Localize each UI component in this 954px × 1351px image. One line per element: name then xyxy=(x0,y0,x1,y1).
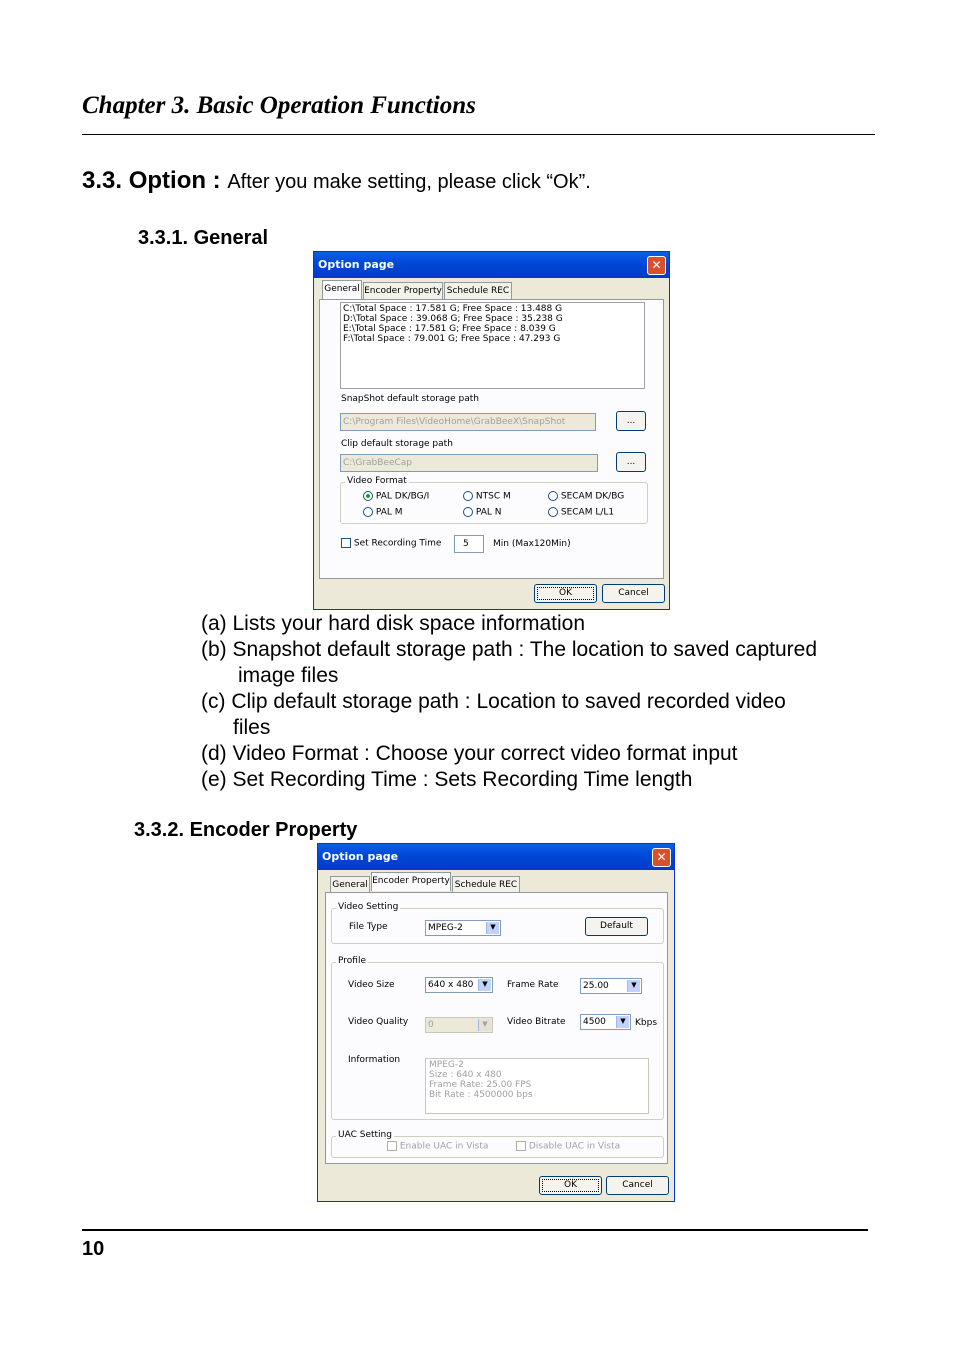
tab-schedule-rec[interactable]: Schedule REC xyxy=(452,876,520,893)
checkbox-icon xyxy=(341,538,351,548)
snapshot-browse-button[interactable]: ... xyxy=(616,411,646,431)
tab-general[interactable]: General xyxy=(330,876,370,893)
general-heading: 3.3.1. General xyxy=(138,227,269,249)
tab-schedule-rec[interactable]: Schedule REC xyxy=(444,282,512,299)
page-number: 10 xyxy=(82,1238,105,1260)
recording-time-input[interactable]: 5 xyxy=(454,535,484,553)
list-item-continuation: image files xyxy=(238,664,339,687)
uac-enable-label: Enable UAC in Vista xyxy=(399,1141,489,1152)
tab-encoder-property[interactable]: Encoder Property xyxy=(363,282,443,299)
format-label: PAL DK/BG/I xyxy=(375,491,430,502)
disk-line: C:\Total Space : 17.581 G; Free Space : 13.488 G xyxy=(343,304,563,314)
uac-disable-checkbox[interactable] xyxy=(516,1141,620,1152)
clip-label: Clip default storage path xyxy=(341,439,453,449)
disk-space-list[interactable] xyxy=(340,302,645,389)
chevron-down-icon[interactable]: ▼ xyxy=(627,980,640,992)
disk-line: F:\Total Space : 79.001 G; Free Space : 47.293 G xyxy=(343,334,561,344)
video-quality-select[interactable] xyxy=(425,1017,493,1033)
info-line: Size : 640 x 480 xyxy=(429,1070,502,1080)
radio-icon xyxy=(463,491,473,501)
tab-panel xyxy=(319,299,664,579)
description-list xyxy=(201,611,817,793)
close-icon[interactable]: ✕ xyxy=(647,256,666,275)
format-option[interactable] xyxy=(463,507,502,518)
video-quality-label: Video Quality xyxy=(348,1017,409,1027)
cancel-button[interactable]: Cancel xyxy=(606,1176,669,1195)
uac-enable-checkbox[interactable] xyxy=(387,1141,488,1152)
chevron-down-icon[interactable]: ▼ xyxy=(616,1016,629,1028)
clip-path-field[interactable]: C:\GrabBeeCap xyxy=(340,454,598,472)
radio-icon xyxy=(363,507,373,517)
footer-rule xyxy=(82,1229,868,1231)
chevron-down-icon[interactable]: ▼ xyxy=(486,922,499,934)
information-label: Information xyxy=(348,1055,401,1065)
radio-icon xyxy=(548,491,558,501)
encoder-heading: 3.3.2. Encoder Property xyxy=(134,819,358,841)
header-rule xyxy=(82,134,875,135)
radio-icon xyxy=(548,507,558,517)
section-subtitle: After you make setting, please click “Ok”. xyxy=(227,171,591,193)
tab-panel xyxy=(325,892,668,1164)
format-label: SECAM DK/BG xyxy=(560,491,625,502)
snapshot-path-field[interactable]: C:\Program Files\VideoHome\GrabBeeX\SnapShot xyxy=(340,413,596,431)
video-bitrate-select[interactable] xyxy=(580,1014,631,1030)
clip-browse-button[interactable]: ... xyxy=(616,452,646,472)
dialog-title: Option page xyxy=(322,850,399,863)
format-option[interactable] xyxy=(363,491,429,502)
list-item: (d) Video Format : Choose your correct video format input xyxy=(201,742,738,765)
video-size-select[interactable] xyxy=(425,977,493,993)
list-item: (b) Snapshot default storage path : The location to saved captured xyxy=(201,638,818,661)
video-quality-value: 0 xyxy=(428,1020,434,1030)
info-line: Bit Rate : 4500000 bps xyxy=(429,1090,533,1100)
tab-general[interactable]: General xyxy=(322,280,362,299)
format-label: NTSC M xyxy=(475,491,511,502)
list-item: (c) Clip default storage path : Location to saved recorded video xyxy=(201,690,786,713)
radio-icon xyxy=(463,507,473,517)
video-setting-group xyxy=(331,902,664,944)
chevron-down-icon[interactable]: ▼ xyxy=(478,1019,491,1031)
frame-rate-select[interactable] xyxy=(580,978,642,994)
file-type-select[interactable] xyxy=(425,920,501,936)
snapshot-label: SnapShot default storage path xyxy=(341,394,479,404)
info-line: MPEG-2 xyxy=(429,1060,464,1070)
chapter-heading: Chapter 3. Basic Operation Functions xyxy=(82,92,476,119)
dialog-title: Option page xyxy=(318,258,395,271)
section-number-title: 3.3. Option : xyxy=(82,167,221,194)
radio-selected-icon xyxy=(363,491,373,501)
checkbox-icon xyxy=(387,1141,397,1151)
format-option[interactable] xyxy=(463,491,511,502)
section-title xyxy=(82,167,591,195)
ok-button[interactable]: OK xyxy=(534,584,597,603)
uac-setting-legend: UAC Setting xyxy=(338,1130,392,1140)
video-setting-legend: Video Setting xyxy=(338,902,399,912)
profile-group xyxy=(331,956,664,1120)
recording-unit-label: Min (Max120Min) xyxy=(493,539,571,549)
video-format-group xyxy=(340,476,648,524)
video-size-value: 640 x 480 xyxy=(428,980,474,990)
format-label: PAL M xyxy=(375,507,403,518)
dialog-titlebar xyxy=(314,252,669,278)
uac-disable-label: Disable UAC in Vista xyxy=(528,1141,621,1152)
encoder-dialog xyxy=(317,843,675,1202)
tab-encoder-property[interactable]: Encoder Property xyxy=(371,872,451,891)
format-option[interactable] xyxy=(363,507,403,518)
frame-rate-value: 25.00 xyxy=(583,981,609,991)
video-bitrate-value: 4500 xyxy=(583,1017,606,1027)
default-button[interactable]: Default xyxy=(585,917,648,936)
close-icon[interactable]: ✕ xyxy=(652,848,671,867)
set-recording-checkbox[interactable] xyxy=(341,538,441,549)
profile-legend: Profile xyxy=(338,956,366,966)
video-size-label: Video Size xyxy=(348,980,395,990)
video-bitrate-label: Video Bitrate xyxy=(507,1017,566,1027)
bitrate-unit-label: Kbps xyxy=(635,1018,658,1028)
dialog-titlebar xyxy=(318,844,674,870)
list-item: (a) Lists your hard disk space information xyxy=(201,612,585,635)
frame-rate-label: Frame Rate xyxy=(507,980,559,990)
format-label: PAL N xyxy=(475,507,502,518)
set-recording-label: Set Recording Time xyxy=(353,538,442,549)
format-option[interactable] xyxy=(548,491,624,502)
format-label: SECAM L/L1 xyxy=(560,507,615,518)
list-item: (e) Set Recording Time : Sets Recording Time length xyxy=(201,768,693,791)
info-line: Frame Rate: 25.00 FPS xyxy=(429,1080,532,1090)
information-box xyxy=(425,1058,649,1114)
disk-line: E:\Total Space : 17.581 G; Free Space : 8.039 G xyxy=(343,324,556,334)
cancel-button[interactable]: Cancel xyxy=(602,584,665,603)
chevron-down-icon[interactable]: ▼ xyxy=(478,979,491,991)
uac-setting-group xyxy=(331,1130,664,1158)
disk-line: D:\Total Space : 39.068 G; Free Space : 35.238 G xyxy=(343,314,563,324)
format-option[interactable] xyxy=(548,507,614,518)
video-format-legend: Video Format xyxy=(347,476,407,486)
file-type-value: MPEG-2 xyxy=(428,923,463,933)
checkbox-icon xyxy=(516,1141,526,1151)
file-type-label: File Type xyxy=(349,922,388,932)
list-item-continuation: files xyxy=(233,716,271,739)
general-dialog xyxy=(313,251,670,610)
ok-button[interactable]: OK xyxy=(539,1176,602,1195)
